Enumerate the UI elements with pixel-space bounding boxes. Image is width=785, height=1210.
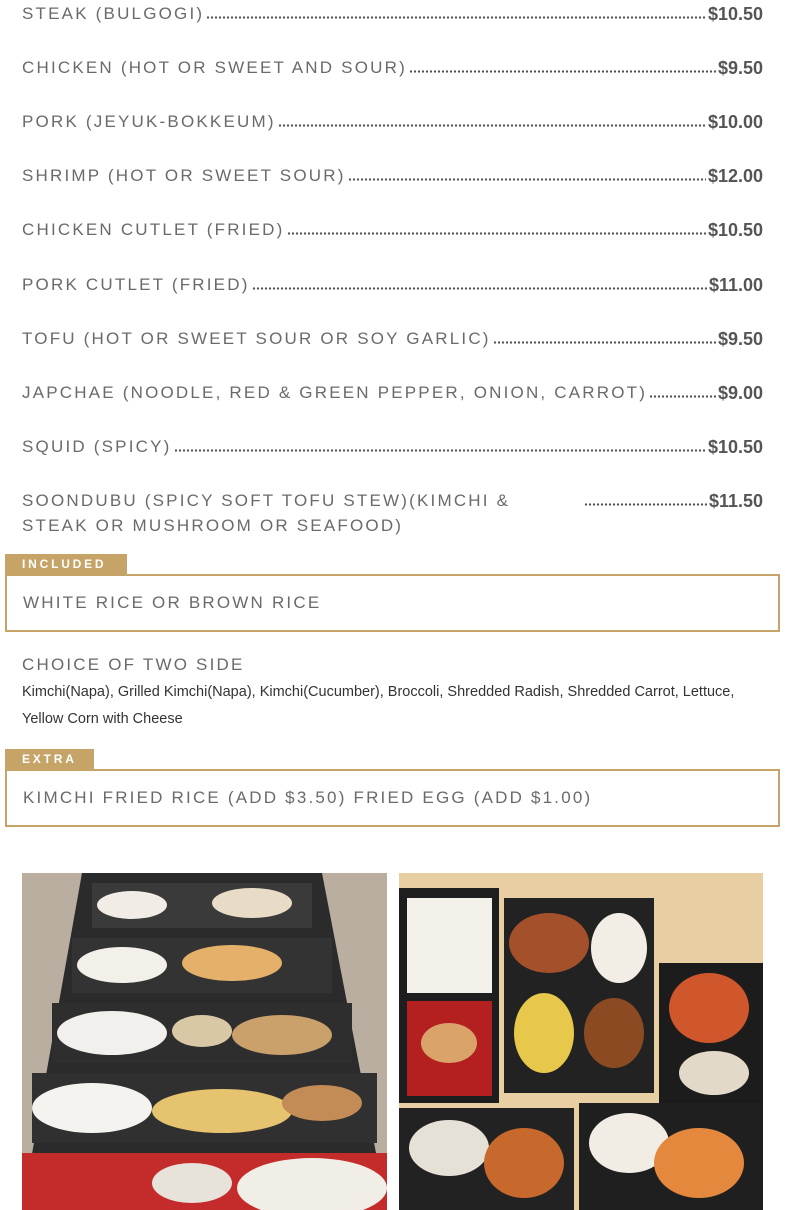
- menu-item-shrimp: [22, 163, 763, 189]
- extra-tag: EXTRA: [5, 749, 94, 769]
- sides-list: Kimchi(Napa), Grilled Kimchi(Napa), Kimchi(Cucumber), Broccoli, Shredded Radish, Shredded Carrot, Lettuce, Yellow Corn with Cheese: [22, 684, 735, 727]
- dot-leader: [409, 70, 716, 73]
- item-name: PORK CUTLET (FRIED): [22, 275, 250, 294]
- item-price: $10.50: [707, 220, 763, 240]
- food-photo-left: [22, 873, 387, 1210]
- extra-box: KIMCHI FRIED RICE (ADD $3.50) FRIED EGG (ADD $1.00): [5, 769, 780, 827]
- item-name: SOONDUBU (SPICY SOFT TOFU STEW)(KIMCHI & STEAK OR MUSHROOM OR SEAFOOD): [22, 491, 511, 535]
- dot-leader: [649, 395, 716, 398]
- menu-item-soondubu: [22, 488, 763, 538]
- item-name: JAPCHAE (NOODLE, RED & GREEN PEPPER, ONION, CARROT): [22, 383, 648, 402]
- dot-leader: [493, 341, 716, 344]
- dot-leader: [278, 124, 706, 127]
- dot-leader: [584, 503, 707, 506]
- item-price: $10.50: [707, 4, 763, 24]
- item-name: CHICKEN CUTLET (FRIED): [22, 220, 285, 239]
- item-name: PORK (JEYUK-BOKKEUM): [22, 112, 276, 131]
- item-price: $10.00: [707, 112, 763, 132]
- menu-item-steak: [22, 1, 763, 27]
- dot-leader: [348, 178, 706, 181]
- item-price: $9.50: [717, 329, 763, 349]
- item-name: CHICKEN (HOT OR SWEET AND SOUR): [22, 58, 407, 77]
- menu-item-squid: [22, 434, 763, 460]
- included-tag: INCLUDED: [5, 554, 127, 574]
- dot-leader: [206, 16, 706, 19]
- item-price: $11.50: [708, 491, 763, 511]
- menu-item-pork-cutlet: [22, 272, 763, 298]
- item-price: $9.50: [717, 58, 763, 78]
- item-name: SHRIMP (HOT OR SWEET SOUR): [22, 166, 346, 185]
- dot-leader: [252, 287, 707, 290]
- dot-leader: [287, 232, 706, 235]
- menu-item-pork: [22, 109, 763, 135]
- menu-item-chicken-cutlet: [22, 217, 763, 243]
- menu-item-chicken: [22, 55, 763, 81]
- menu-item-tofu: [22, 326, 763, 352]
- item-name: SQUID (SPICY): [22, 437, 172, 456]
- item-price: $9.00: [717, 383, 763, 403]
- item-price: $12.00: [707, 166, 763, 186]
- menu-item-japchae: [22, 380, 763, 406]
- dot-leader: [174, 449, 706, 452]
- item-name: TOFU (HOT OR SWEET SOUR OR SOY GARLIC): [22, 329, 491, 348]
- item-price: $11.00: [708, 275, 763, 295]
- item-name: STEAK (BULGOGI): [22, 4, 205, 23]
- item-price: $10.50: [707, 437, 763, 457]
- food-photo-right: [399, 873, 763, 1210]
- included-box: WHITE RICE OR BROWN RICE: [5, 574, 780, 632]
- sides-title: CHOICE OF TWO SIDE: [22, 655, 245, 674]
